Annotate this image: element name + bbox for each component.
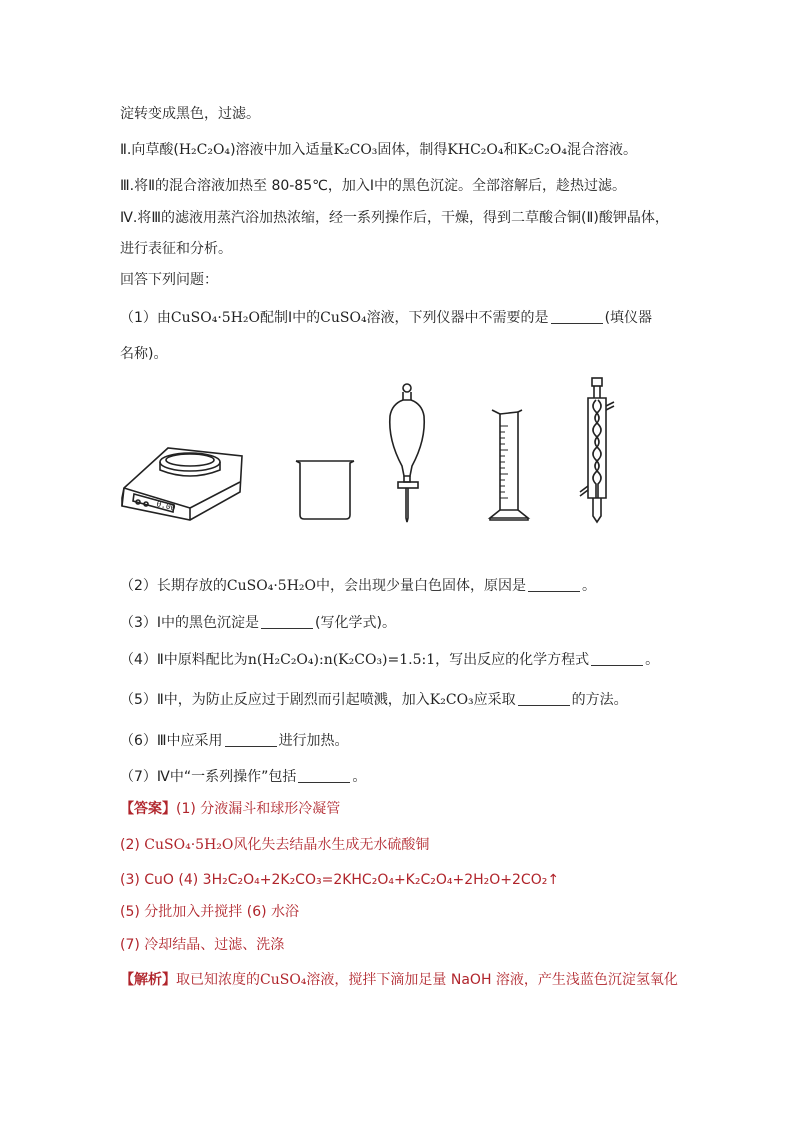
text-fragment: Ⅳ.将Ⅲ的滤液用蒸汽浴加热浓缩，经一系列操作后，干燥，得到二草酸合铜(Ⅱ)酸钾晶体，	[120, 210, 669, 226]
text-fragment: 溶液，下列仪器中不需要的是	[366, 310, 549, 326]
formula-khc2o4: KHC₂O₄	[447, 142, 504, 158]
text-line-step-4	[120, 208, 669, 228]
text-fragment: 溶液，搅拌下滴加足量 NaOH 溶液，产生浅蓝色沉淀氢氧化	[306, 972, 678, 988]
answer-blank[interactable]	[518, 691, 570, 706]
text-fragment: 。	[645, 652, 660, 668]
formula-k2co3: K₂CO₃	[333, 142, 378, 158]
text-fragment: 的方法。	[571, 692, 628, 708]
text-line-1	[120, 104, 260, 124]
step-i-tail: 淀转变成黑色，过滤。	[120, 106, 260, 122]
formula-ratio: n(H₂C₂O₄):n(K₂CO₃)=1.5:1	[247, 652, 436, 668]
formula-cuso4: CuSO₄	[260, 972, 307, 988]
analysis-line-1	[120, 970, 678, 990]
formula-k2co3: K₂CO₃	[429, 692, 474, 708]
text-fragment: 。	[582, 578, 596, 594]
question-2	[120, 576, 596, 596]
question-5	[120, 690, 628, 710]
answer-line-4	[120, 902, 299, 922]
text-fragment: （5）Ⅱ中，为防止反应过于剧烈而引起喷溅，加入	[120, 692, 430, 708]
text-fragment: (填仪器	[604, 310, 653, 326]
answer-blank[interactable]	[298, 768, 350, 783]
text-fragment: 混合溶液。	[567, 142, 637, 158]
text-fragment: 名称)。	[120, 346, 168, 362]
text-fragment: （2）长期存放的	[120, 578, 227, 594]
text-line-step-3	[120, 176, 626, 196]
text-fragment: )溶液中加入适量	[230, 142, 334, 158]
answer-line-3	[120, 870, 559, 890]
text-fragment: （1）由	[120, 310, 171, 326]
question-1-cont	[120, 344, 167, 364]
text-fragment: 中，会出现少量白色固体，原因是	[316, 578, 526, 594]
answer-blank[interactable]	[551, 309, 603, 324]
answer-tag: 【答案】	[120, 801, 176, 817]
text-fragment: (5) 分批加入并搅拌 (6) 水浴	[120, 904, 300, 920]
text-fragment: 风化失去结晶水生成无水硫酸铜	[233, 837, 430, 853]
text-fragment: (写化学式)。	[315, 615, 396, 631]
formula-h2c2o4: H₂C₂O₄	[178, 142, 231, 158]
answer-blank[interactable]	[528, 577, 580, 592]
graduated-cylinder-icon	[486, 406, 532, 524]
text-fragment: 。	[352, 769, 367, 785]
separatory-funnel-icon	[376, 382, 438, 524]
question-1	[120, 308, 652, 328]
question-3	[120, 613, 396, 633]
text-fragment: (2)	[120, 837, 140, 853]
analysis-tag: 【解析】	[120, 972, 176, 988]
bulb-condenser-icon	[574, 376, 620, 524]
answer-line-2	[120, 835, 429, 855]
answer-line-5	[120, 935, 284, 955]
text-fragment: Ⅱ.向草酸(	[120, 142, 179, 158]
electronic-balance-icon	[118, 442, 246, 524]
text-fragment: ，写出反应的化学方程式	[435, 652, 590, 668]
text-fragment: （3）Ⅰ中的黑色沉淀是	[120, 615, 260, 631]
text-fragment: 应采取	[473, 692, 516, 708]
text-fragment: 配制Ⅰ中的	[260, 310, 321, 326]
question-7	[120, 767, 366, 787]
text-fragment: 固体，制得	[377, 142, 448, 158]
text-line-step-2	[120, 140, 637, 160]
text-fragment: 进行加热。	[278, 733, 349, 749]
question-6	[120, 731, 349, 751]
text-line-5	[120, 239, 232, 259]
formula-cuso4: CuSO₄	[320, 310, 367, 326]
text-fragment: （7）Ⅳ中“一系列操作”包括	[120, 769, 297, 785]
text-fragment: (1) 分液漏斗和球形冷凝管	[176, 801, 341, 817]
text-fragment: （6）Ⅲ中应采用	[120, 733, 223, 749]
text-fragment: 取已知浓度的	[176, 972, 260, 988]
formula-cuso4-5h2o: CuSO₄·5H₂O	[226, 578, 316, 594]
text-fragment: (7) 冷却结晶、过滤、洗涤	[120, 937, 285, 953]
text-fragment: Ⅲ.将Ⅱ的混合溶液加热至 80-85℃，加入Ⅰ中的黑色沉淀。全部溶解后，趁热过滤。	[120, 178, 626, 194]
answer-blank[interactable]	[261, 614, 313, 629]
text-fragment: 回答下列问题：	[120, 272, 218, 288]
text-fragment: （4）Ⅱ中原料配比为	[120, 652, 248, 668]
answer-blank[interactable]	[225, 732, 277, 747]
question-4	[120, 650, 659, 670]
answer-line-1	[120, 799, 340, 819]
text-fragment: 进行表征和分析。	[120, 241, 232, 257]
formula-cuso4-5h2o: CuSO₄·5H₂O	[144, 837, 234, 853]
balance-display-readout: 0.00	[155, 499, 177, 513]
answer-blank[interactable]	[591, 651, 643, 666]
formula-k2c2o4: K₂C₂O₄	[517, 142, 567, 158]
text-line-6	[120, 270, 218, 290]
text-fragment: (3) CuO (4) 3H₂C₂O₄+2K₂CO₃=2KHC₂O₄+K₂C₂O₄+2H₂O+2CO₂↑	[120, 872, 560, 888]
text-fragment: 和	[503, 142, 518, 158]
formula-cuso4-5h2o: CuSO₄·5H₂O	[170, 310, 260, 326]
beaker-icon	[292, 455, 358, 523]
